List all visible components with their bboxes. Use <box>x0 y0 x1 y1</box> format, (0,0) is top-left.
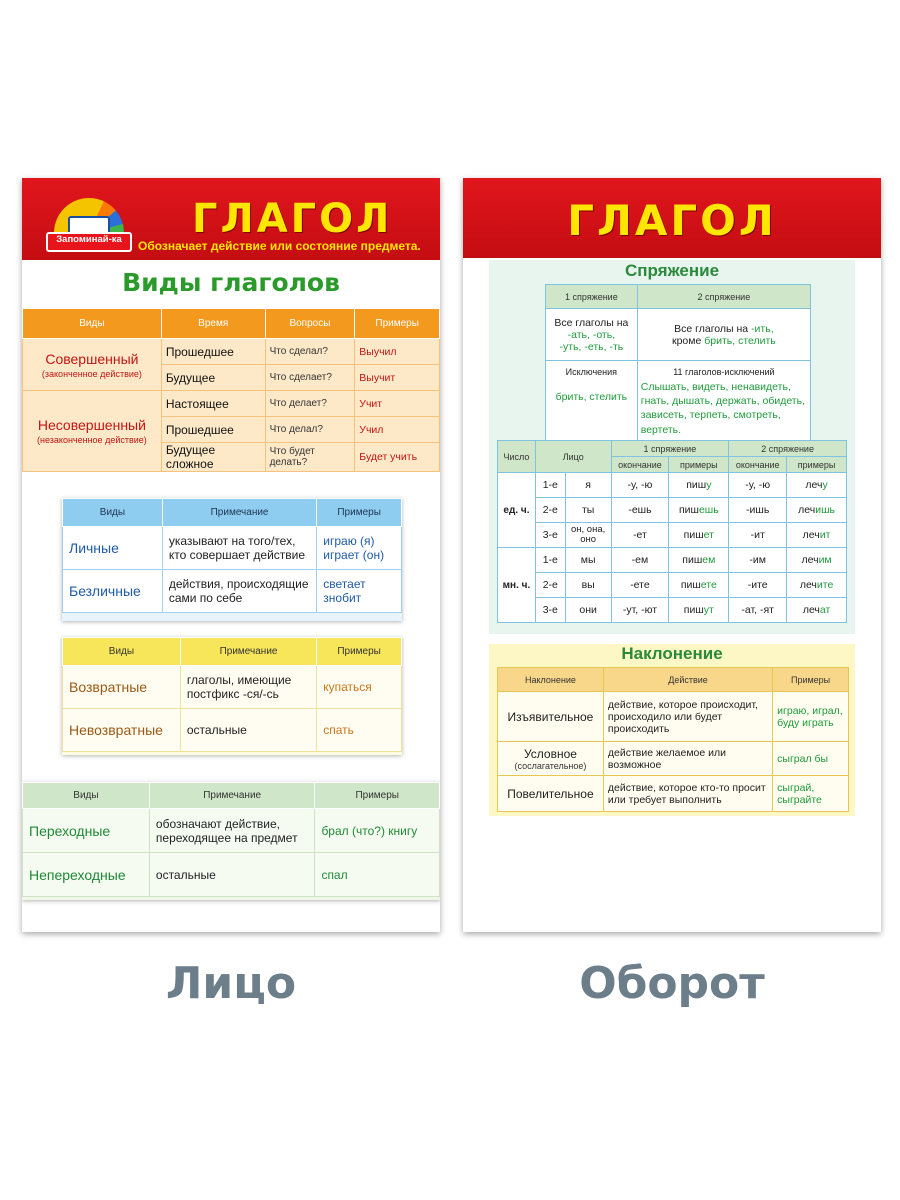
table-row <box>498 473 847 498</box>
front-caption: Лицо <box>165 958 297 1009</box>
front-title: ГЛАГОЛ <box>192 196 393 242</box>
kind-note: (незаконченное действие) <box>37 435 147 445</box>
example-cell: спал <box>315 853 440 897</box>
example-cell: купаться <box>317 666 402 709</box>
table-row <box>63 527 402 570</box>
person-endings-table <box>497 440 847 623</box>
example-cell: Учит <box>355 391 440 417</box>
kind-imperfective <box>23 391 162 472</box>
person-cell: 1-е <box>535 473 565 498</box>
example-cell: лечим <box>787 548 847 573</box>
table-row <box>23 809 440 853</box>
person-cell: 3-е <box>535 523 565 548</box>
table-row <box>498 598 847 623</box>
number-singular: ед. ч. <box>498 473 536 548</box>
note-cell: глаголы, имеющие постфикс -ся/-сь <box>180 666 316 709</box>
transitive-panel <box>22 782 440 900</box>
pronoun-cell: он, она, оно <box>565 523 611 548</box>
front-header <box>22 178 440 260</box>
exceptions-2-cell: 11 глаголов-исключений Слышать, видеть, ненавидеть, гнать, дышать, держать, обидеть, зависеть, терпеть, смотреть, вертеть. <box>637 361 810 441</box>
back-header <box>463 178 881 258</box>
subheader-examples: примеры <box>669 457 729 473</box>
ending-cell: -ет <box>611 523 669 548</box>
ending-cell: -ешь <box>611 498 669 523</box>
table-row <box>498 692 849 742</box>
subheader-examples: примеры <box>787 457 847 473</box>
person-cell: 2-е <box>535 573 565 598</box>
example-cell: пишем <box>669 548 729 573</box>
conj-2-rule: Все глаголы на -ить, кроме брить, стелить <box>637 309 810 361</box>
table-row <box>63 709 402 752</box>
example-cell: пишу <box>669 473 729 498</box>
note-cell: остальные <box>149 853 315 897</box>
question-cell: Что сделал? <box>265 339 355 365</box>
table-row <box>23 853 440 897</box>
exceptions-1-cell: Исключения брить, стелить <box>546 361 638 441</box>
front-subtitle: Обозначает действие или состояние предмета. <box>138 239 421 253</box>
kind-cell: Непереходные <box>23 853 150 897</box>
kind-note: (законченное действие) <box>41 368 142 379</box>
kind-cell: Личные <box>63 527 163 570</box>
header-note: Примечание <box>180 638 316 666</box>
table-row <box>23 339 440 365</box>
reflexive-panel <box>62 637 402 755</box>
number-plural: мн. ч. <box>498 548 536 623</box>
reflexive-table <box>62 637 402 752</box>
example-cell: сыграл бы <box>773 742 849 776</box>
back-title: ГЛАГОЛ <box>567 196 777 245</box>
front-card <box>22 178 440 932</box>
kind-cell: Безличные <box>63 570 163 613</box>
example-cell: Учил <box>355 417 440 443</box>
subheader-ending: окончание <box>729 457 787 473</box>
transitive-table <box>22 782 440 897</box>
header-mood: Наклонение <box>498 668 604 692</box>
example-cell: спать <box>317 709 402 752</box>
question-cell: Что делает? <box>265 391 355 417</box>
example-cell: Будет учить <box>355 443 440 472</box>
kind-cell: Переходные <box>23 809 150 853</box>
table-row <box>63 570 402 613</box>
header-conj-1: 1 спряжение <box>546 285 638 309</box>
example-cell: пишете <box>669 573 729 598</box>
header-examples: Примеры <box>317 499 402 527</box>
example-cell: лечат <box>787 598 847 623</box>
mood-cell: Повелительное <box>498 776 604 812</box>
header-examples: Примеры <box>315 783 440 809</box>
kind-cell: Невозвратные <box>63 709 181 752</box>
ending-cell: -ите <box>729 573 787 598</box>
tense-cell: Прошедшее <box>161 417 265 443</box>
header-kind: Виды <box>63 499 163 527</box>
table-row <box>498 742 849 776</box>
header-questions: Вопросы <box>265 309 355 339</box>
header-number: Число <box>498 441 536 473</box>
kind-name: Совершенный <box>45 350 139 367</box>
header-examples: Примеры <box>355 309 440 339</box>
example-cell: лечишь <box>787 498 847 523</box>
example-cell: пишут <box>669 598 729 623</box>
kind-cell: Возвратные <box>63 666 181 709</box>
note-cell: обозначают действие, переходящее на предмет <box>149 809 315 853</box>
verb-kinds-table <box>22 308 440 472</box>
table-row <box>546 309 811 361</box>
header-kind: Виды <box>23 309 162 339</box>
header-conj-2: 2 спряжение <box>729 441 847 457</box>
conjugation-title: Спряжение <box>624 261 720 280</box>
example-cell: сыграй, сыграйте <box>773 776 849 812</box>
table-row <box>498 523 847 548</box>
header-conj-1: 1 спряжение <box>611 441 729 457</box>
table-row <box>498 548 847 573</box>
tense-cell: Будущее <box>161 365 265 391</box>
ending-cell: -у, -ю <box>611 473 669 498</box>
example-cell: играю, играл, буду играть <box>773 692 849 742</box>
mood-table <box>497 667 849 812</box>
example-cell: Выучит <box>355 365 440 391</box>
tense-cell: Настоящее <box>161 391 265 417</box>
header-note: Примечание <box>149 783 315 809</box>
ending-cell: -у, -ю <box>729 473 787 498</box>
conjugation-rules-table <box>545 284 811 441</box>
table-row <box>498 776 849 812</box>
example-cell: лечите <box>787 573 847 598</box>
person-cell: 2-е <box>535 498 565 523</box>
mood-cell: Условное (сослагательное) <box>498 742 604 776</box>
ending-cell: -ем <box>611 548 669 573</box>
header-kind: Виды <box>63 638 181 666</box>
table-row <box>63 666 402 709</box>
header-conj-2: 2 спряжение <box>637 285 810 309</box>
mood-title: Наклонение <box>621 644 723 663</box>
back-caption: Оборот <box>579 958 765 1009</box>
pronoun-cell: они <box>565 598 611 623</box>
kind-perfective <box>23 339 162 391</box>
example-cell: пишет <box>669 523 729 548</box>
person-cell: 1-е <box>535 548 565 573</box>
header-note: Примечание <box>162 499 316 527</box>
action-cell: действие желаемое или возможное <box>603 742 772 776</box>
header-action: Действие <box>603 668 772 692</box>
logo-label: Запоминай-ка <box>56 234 122 245</box>
pronoun-cell: я <box>565 473 611 498</box>
question-cell: Что делал? <box>265 417 355 443</box>
section-title: Виды глаголов <box>122 268 340 297</box>
tense-cell: Прошедшее <box>161 339 265 365</box>
pronoun-cell: ты <box>565 498 611 523</box>
ending-cell: -им <box>729 548 787 573</box>
example-cell: пишешь <box>669 498 729 523</box>
mood-cell: Изъявительное <box>498 692 604 742</box>
header-person: Лицо <box>535 441 611 473</box>
example-cell: лечит <box>787 523 847 548</box>
note-cell: действия, происходящие сами по себе <box>162 570 316 613</box>
pronoun-cell: вы <box>565 573 611 598</box>
person-cell: 3-е <box>535 598 565 623</box>
pronoun-cell: мы <box>565 548 611 573</box>
brand-logo <box>46 196 132 262</box>
personal-table <box>62 498 402 613</box>
ending-cell: -ишь <box>729 498 787 523</box>
note-cell: остальные <box>180 709 316 752</box>
example-cell: лечу <box>787 473 847 498</box>
header-tense: Время <box>161 309 265 339</box>
table-row <box>498 573 847 598</box>
example-cell: Выучил <box>355 339 440 365</box>
tense-cell: Будущее сложное <box>161 443 265 472</box>
table-row <box>23 391 440 417</box>
back-card <box>463 178 881 932</box>
ending-cell: -ит <box>729 523 787 548</box>
example-cell: светает знобит <box>317 570 402 613</box>
header-examples: Примеры <box>317 638 402 666</box>
note-cell: указывают на того/тех, кто совершает действие <box>162 527 316 570</box>
question-cell: Что сделает? <box>265 365 355 391</box>
header-examples: Примеры <box>773 668 849 692</box>
example-cell: играю (я) играет (он) <box>317 527 402 570</box>
example-cell: брал (что?) книгу <box>315 809 440 853</box>
action-cell: действие, которое происходит, происходило или будет происходить <box>603 692 772 742</box>
conj-1-rule: Все глаголы на -ать, -оть, -уть, -еть, -ть <box>546 309 638 361</box>
header-kind: Виды <box>23 783 150 809</box>
ending-cell: -ат, -ят <box>729 598 787 623</box>
question-cell: Что будет делать? <box>265 443 355 472</box>
subheader-ending: окончание <box>611 457 669 473</box>
table-row <box>498 498 847 523</box>
ending-cell: -ете <box>611 573 669 598</box>
ending-cell: -ут, -ют <box>611 598 669 623</box>
table-row <box>546 361 811 441</box>
action-cell: действие, которое кто-то просит или требует выполнить <box>603 776 772 812</box>
personal-panel <box>62 498 402 621</box>
kind-name: Несовершенный <box>37 417 146 433</box>
